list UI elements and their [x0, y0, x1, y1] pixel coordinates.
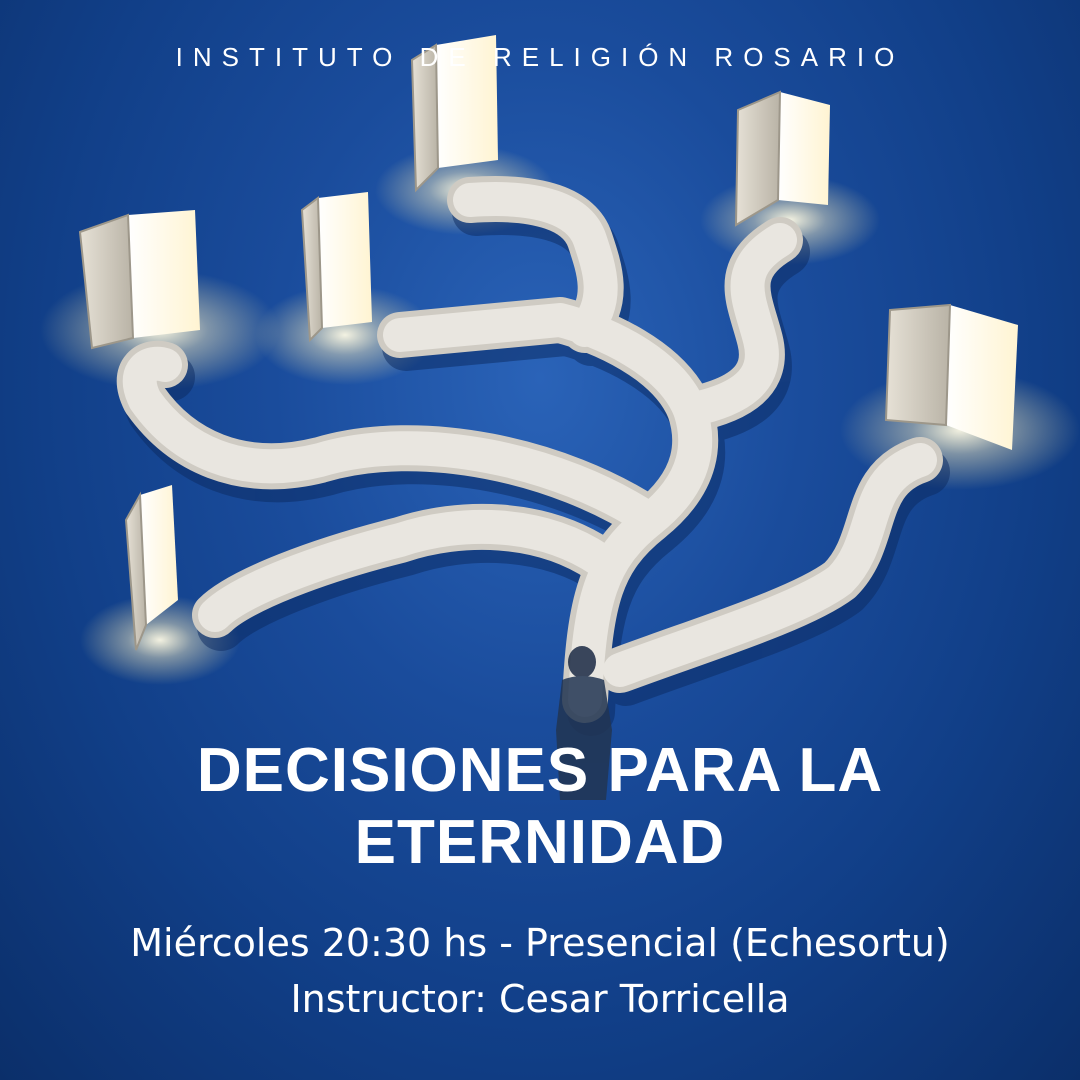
- event-details: [20, 915, 1060, 1027]
- event-title: [60, 735, 1020, 879]
- schedule-text: Miércoles 20:30 hs - Presencial (Echesortu): [130, 921, 950, 965]
- title-line-1: DECISIONES PARA LA: [196, 736, 884, 805]
- branching-path-icon: [140, 199, 926, 712]
- title-line-2: ETERNIDAD: [354, 808, 726, 877]
- institute-name: INSTITUTO DE RELIGIÓN ROSARIO: [175, 42, 905, 72]
- instructor-text: Instructor: Cesar Torricella: [290, 977, 790, 1021]
